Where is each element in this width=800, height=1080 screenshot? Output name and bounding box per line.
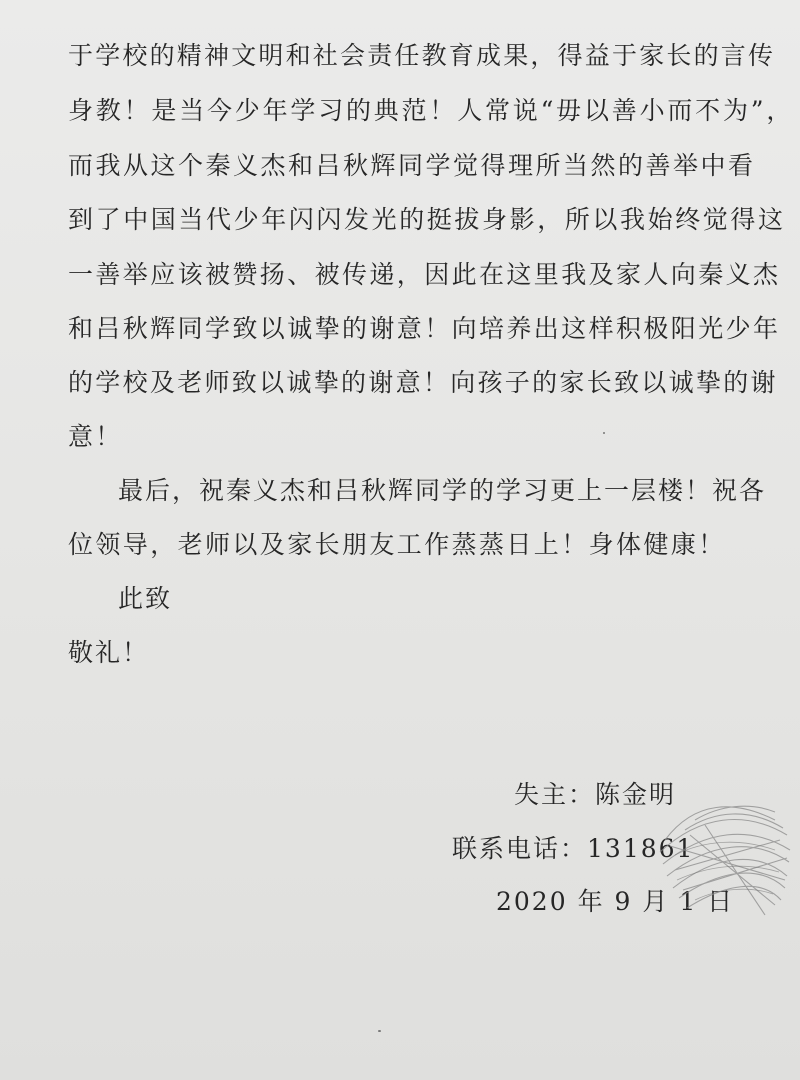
paper-speck xyxy=(603,432,605,434)
letter-line-2: 身教！是当今少年学习的典范！人常说“毋以善小而不为”， xyxy=(68,96,795,125)
sender-name: 陈金明 xyxy=(595,780,677,809)
salutation-cizhi: 此致 xyxy=(118,584,173,613)
closing-wish-line-1: 最后，祝秦义杰和吕秋辉同学的学习更上一层楼！祝各 xyxy=(118,476,767,505)
letter-line-5: 一善举应该被赞扬、被传递，因此在这里我及家人向秦义杰 xyxy=(68,260,781,289)
letter-date: 2020 年 9 月 1 日 xyxy=(496,887,735,916)
sender-label: 失主： xyxy=(514,780,596,809)
letter-line-8: 意！ xyxy=(68,422,123,451)
letter-line-3: 而我从这个秦义杰和吕秋辉同学觉得理所当然的善举中看 xyxy=(68,151,756,180)
letter-line-6: 和吕秋辉同学致以诚挚的谢意！向培养出这样积极阳光少年 xyxy=(68,314,781,343)
letter-line-4: 到了中国当代少年闪闪发光的挺拔身影，所以我始终觉得这 xyxy=(68,205,786,234)
sender-line xyxy=(514,779,676,811)
salutation-jingli: 敬礼！ xyxy=(68,638,150,667)
paper-speck xyxy=(378,1030,381,1032)
letter-line-1: 于学校的精神文明和社会责任教育成果，得益于家长的言传 xyxy=(68,41,776,70)
phone-label: 联系电话： xyxy=(452,834,588,863)
redaction-scribble xyxy=(655,780,795,930)
letter-line-7: 的学校及老师致以诚挚的谢意！向孩子的家长致以诚挚的谢 xyxy=(68,368,778,397)
phone-number: 131861 xyxy=(587,834,695,863)
closing-wish-line-2: 位领导，老师以及家长朋友工作蒸蒸日上！身体健康！ xyxy=(68,530,726,559)
